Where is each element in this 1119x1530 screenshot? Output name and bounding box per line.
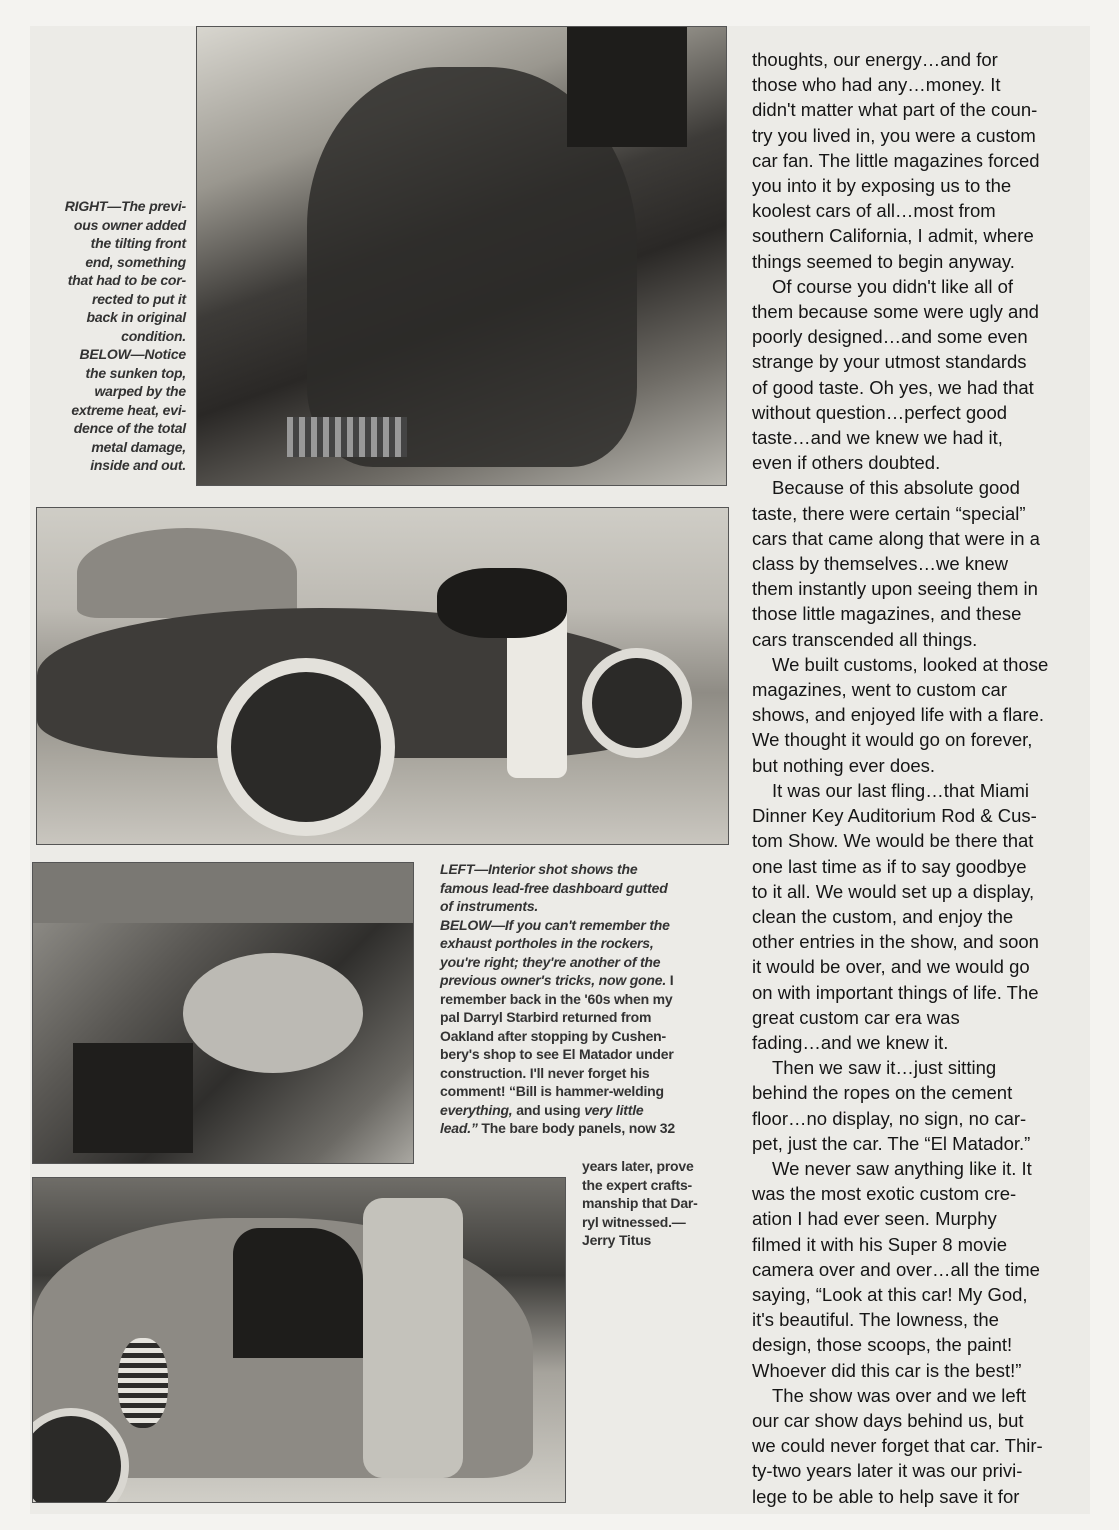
photo-tilted-front-end (196, 26, 727, 486)
article-paragraph: Because of this absolute good taste, there were certain “special” cars that came along that were in a class by themselves…we knew them instantly upon seeing them in those little magazines, and these cars transcended all things. (752, 477, 1040, 650)
caption-line: construction. I'll never forget his (440, 1064, 650, 1081)
caption-line: the expert crafts- (582, 1176, 692, 1193)
caption-line: dence of the total (73, 420, 186, 436)
caption-line: Jerry Titus (582, 1232, 652, 1248)
caption-line: BELOW—Notice (79, 346, 186, 362)
caption-line: the tilting front (90, 235, 186, 251)
caption-line: extreme heat, evi- (71, 401, 186, 418)
caption-line (440, 1101, 740, 1120)
caption-line: manship that Dar- (582, 1195, 698, 1211)
caption-right-below (30, 197, 186, 475)
article-paragraph: The show was over and we left our car show days behind us, but we could never forget that car. Thir- ty-two years later it was our privi- lege to be able to help save it for (752, 1384, 1043, 1507)
photo-car-side-view (36, 507, 729, 845)
article-paragraph: thoughts, our energy…and for those who had any…money. It didn't matter what part of the coun- try you lived in, you were a custom car fan. The little magazines forced you into it by exposing us to the koolest cars of all…most from southern California, I admit, where things seemed to begin anyway. (752, 49, 1040, 272)
caption-fragment: The bare body panels, now 32 (477, 1120, 675, 1136)
caption-line: bery's shop to see El Matador under (440, 1046, 674, 1062)
caption-line: comment! “Bill is hammer-welding (440, 1083, 664, 1099)
caption-line: warped by the (94, 383, 186, 399)
caption-line: exhaust portholes in the rockers, (440, 935, 654, 951)
caption-line (440, 1119, 740, 1138)
caption-line: remember back in the '60s when my (440, 990, 673, 1007)
caption-line: ryl witnessed.— (582, 1213, 686, 1230)
caption-fragment: I (666, 972, 674, 988)
caption-fragment: everything, (440, 1101, 513, 1118)
caption-fragment: and using (512, 1101, 585, 1118)
caption-line: of instruments. (440, 898, 539, 914)
caption-line: LEFT—Interior shot shows the (440, 861, 638, 877)
caption-line: famous lead-free dashboard gutted (440, 879, 668, 896)
caption-fragment: very little (584, 1101, 644, 1118)
caption-line (440, 971, 740, 990)
caption-fragment: previous owner's tricks, now gone. (440, 972, 667, 988)
photo-interior-dashboard (32, 862, 414, 1164)
article-paragraph: We built customs, looked at those magazines, went to custom car shows, and enjoyed life with a flare. We thought it would go on forever, but nothing ever does. (752, 653, 1049, 776)
article-text-column (752, 47, 1090, 1509)
caption-line: ous owner added (73, 216, 186, 233)
caption-line: RIGHT—The previ- (64, 198, 186, 214)
caption-line: pal Darryl Starbird returned from (440, 1009, 652, 1025)
caption-continuation (582, 1157, 742, 1250)
article-paragraph: It was our last fling…that Miami Dinner Key Auditorium Rod & Cus- tom Show. We would be there that one last time as if to say goodbye to it all. We would set up a display, clean the custom, and enjoy the other entries in the show, and soon it would be over, and we would go on with important things of life. The great custom car era was fading…and we knew it. (752, 779, 1039, 1053)
article-paragraph: We never saw anything like it. It was the most exotic custom cre- ation I had ever seen. Murphy filmed it with his Super 8 movie camera over and over…all the time saying, “Look at this car! My God, it's beautiful. The lowness, the design, those scoops, the paint! Whoever did this car is the best!” (752, 1157, 1040, 1381)
caption-line: Oakland after stopping by Cushen- (440, 1027, 666, 1044)
caption-line: end, something (85, 253, 186, 270)
caption-line: BELOW—If you can't remember the (440, 916, 670, 933)
caption-line: you're right; they're another of the (440, 953, 661, 970)
caption-fragment: lead.” (440, 1120, 478, 1136)
caption-line: metal damage, (91, 438, 186, 455)
caption-line: inside and out. (90, 457, 186, 473)
caption-line: the sunken top, (85, 364, 186, 381)
caption-line: rected to put it (91, 290, 186, 307)
caption-line: years later, prove (582, 1158, 694, 1174)
caption-line: back in original (86, 309, 186, 325)
caption-line: condition. (121, 327, 186, 344)
caption-line: that had to be cor- (67, 272, 186, 288)
article-paragraph: Of course you didn't like all of them because some were ugly and poorly designed…and some even strange by your utmost standards of good taste. Oh yes, we had that without question…perfect good taste…and we knew we had it, even if others doubted. (752, 275, 1039, 474)
photo-bare-body-panels (32, 1177, 566, 1503)
article-paragraph: Then we saw it…just sitting behind the ropes on the cement floor…no display, no sign, no car- pet, just the car. The “El Matador.” (752, 1057, 1031, 1154)
caption-left-below (440, 860, 740, 1138)
